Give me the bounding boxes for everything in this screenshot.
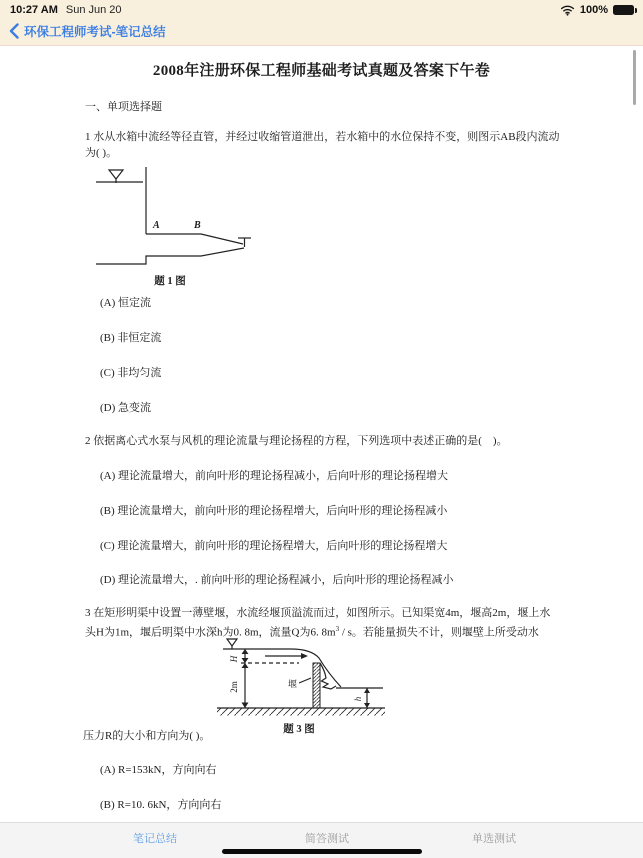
battery-percent: 100% (579, 4, 608, 16)
question-3-line-2-pre: 头H为1m，堰后明渠中水深h为0. 8m，流量Q为6. 8m (85, 626, 336, 639)
battery-icon (613, 5, 634, 15)
question-3-option-a: (A) R=153kN，方向向右 (100, 764, 217, 776)
question-3-superscript: 3 (335, 625, 340, 633)
question-3-continuation: 压力R的大小和方向为( )。 (83, 730, 211, 742)
wifi-icon (560, 4, 575, 16)
status-time: 10:27 AM (10, 4, 58, 16)
question-2-option-a: (A) 理论流量增大，前向叶形的理论扬程减小，后向叶形的理论扬程增大 (100, 470, 449, 482)
question-1-option-d: (D) 急变流 (100, 402, 152, 414)
home-indicator[interactable] (222, 849, 422, 854)
question-1-option-a: (A) 恒定流 (100, 297, 152, 309)
question-1-option-b: (B) 非恒定流 (100, 332, 162, 344)
figure1-label-a: A (153, 220, 160, 231)
question-2-option-b: (B) 理论流量增大，前向叶形的理论扬程增大，后向叶形的理论扬程减小 (100, 505, 448, 517)
back-button[interactable] (9, 22, 166, 40)
figure3-label-h: h (353, 696, 363, 702)
figure1-label-b: B (194, 220, 201, 231)
figure3-label-H: H (229, 655, 239, 663)
figure1-caption: 题 1 图 (154, 276, 186, 287)
question-3-line-1: 3 在矩形明渠中设置一薄壁堰，水流经堰顶溢流而过，如图所示。已知渠宽4m，堰高2m，堰上水 (85, 607, 551, 619)
figure3-label-weir: 堰 (288, 679, 298, 689)
question-3-line-2-post: / s。若能量损失不计，则堰壁上所受动水 (339, 626, 539, 639)
status-right (560, 4, 634, 16)
question-1-line-2: 为( )。 (85, 147, 118, 159)
question-2-option-c: (C) 理论流量增大，前向叶形的理论扬程增大，后向叶形的理论扬程增大 (100, 540, 448, 552)
question-1-figure (93, 167, 263, 289)
status-date: Sun Jun 20 (65, 4, 122, 16)
status-left (10, 4, 122, 16)
status-bar (10, 3, 634, 17)
question-3-figure (215, 637, 390, 735)
question-1-text (85, 129, 560, 161)
document-page (0, 46, 643, 822)
app-header (0, 0, 643, 46)
figure3-caption: 题 3 图 (283, 724, 315, 735)
tab-short-answer-test[interactable]: 简答测试 (305, 833, 349, 845)
figure3-label-2m: 2m (229, 681, 239, 693)
tab-bar (0, 822, 643, 858)
question-3-text (85, 605, 550, 641)
back-label: 环保工程师考试-笔记总结 (24, 25, 166, 39)
section-heading: 一、单项选择题 (85, 101, 162, 113)
tab-single-choice-test[interactable]: 单选测试 (472, 833, 516, 845)
document-title: 2008年注册环保工程师基础考试真题及答案下午卷 (152, 63, 491, 79)
question-2-text: 2 依据离心式水泵与风机的理论流量与理论扬程的方程，下列选项中表述正确的是( )。 (85, 435, 508, 447)
tab-notes-summary[interactable]: 笔记总结 (133, 833, 177, 845)
question-1-option-c: (C) 非均匀流 (100, 367, 162, 379)
question-3-option-b: (B) R=10. 6kN，方向向右 (100, 799, 222, 811)
back-chevron-icon (9, 23, 19, 39)
scrollbar[interactable] (633, 50, 636, 105)
question-1-line-1: 1 水从水箱中流经等径直管，并经过收缩管道泄出，若水箱中的水位保持不变，则图示AB段内流动 (85, 131, 560, 143)
question-2-option-d: (D) 理论流量增大，. 前向叶形的理论扬程减小，后向叶形的理论扬程减小 (100, 574, 454, 586)
navigation-bar (9, 22, 166, 42)
